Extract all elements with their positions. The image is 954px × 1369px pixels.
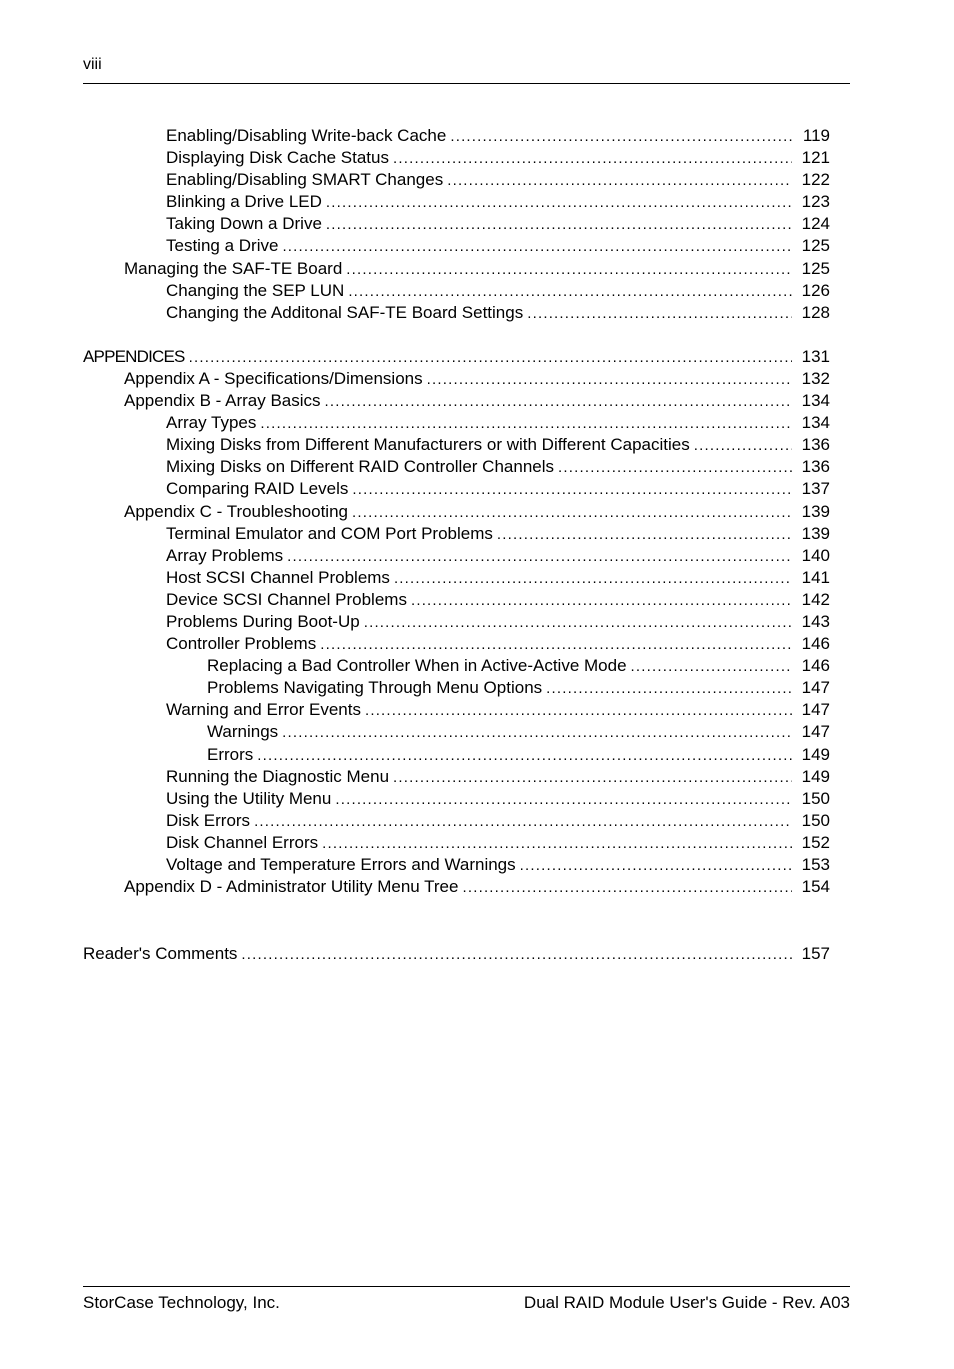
toc-dot-leader (393, 148, 792, 170)
toc-entry-page: 147 (801, 722, 830, 742)
toc-entry-page: 146 (801, 656, 830, 676)
toc-dot-leader (260, 413, 792, 435)
toc-dot-leader (322, 833, 792, 855)
toc-entry-page: 139 (801, 501, 830, 521)
toc-entry-page: 125 (801, 258, 830, 278)
toc-dot-leader (282, 722, 792, 744)
toc-dot-leader (411, 590, 792, 612)
toc-entry-title: Enabling/Disabling Write-back Cache (166, 126, 447, 145)
toc-entry[interactable] (83, 147, 830, 169)
header-rule (83, 83, 850, 84)
toc-entry[interactable] (83, 699, 830, 721)
toc-entry-title: Blinking a Drive LED (166, 192, 322, 212)
page-number: viii (83, 56, 102, 73)
toc-dot-leader (365, 700, 792, 722)
toc-entry-title: Disk Errors (166, 810, 251, 830)
toc-entry[interactable] (83, 456, 830, 478)
toc-dot-leader (352, 479, 792, 501)
toc-dot-leader (254, 811, 792, 833)
toc-entry-page: 150 (801, 788, 830, 808)
toc-dot-leader (241, 944, 792, 966)
toc-entry-page: 141 (801, 567, 830, 587)
toc-entry-page: 136 (801, 457, 830, 477)
toc-entry-title: Appendix C - Troubleshooting (124, 501, 348, 521)
footer-company: StorCase Technology, Inc. (83, 1293, 280, 1312)
toc-dot-leader (325, 391, 792, 413)
toc-dot-leader (631, 656, 792, 678)
toc-entry[interactable] (83, 832, 830, 854)
toc-entry[interactable] (83, 766, 830, 788)
toc-entry-page: 140 (801, 545, 830, 565)
toc-entry-title: Problems Navigating Through Menu Options (207, 678, 543, 698)
toc-entry-page: 126 (801, 280, 830, 300)
toc-entry-title: Changing the SEP LUN (166, 280, 345, 300)
toc-entry[interactable] (83, 810, 830, 832)
toc-entry[interactable] (83, 258, 830, 280)
toc-entry-title: Testing a Drive (166, 236, 279, 256)
footer-document-title: Dual RAID Module User's Guide - Rev. A03 (523, 1293, 850, 1312)
toc-dot-leader (287, 546, 792, 568)
toc-entry[interactable] (83, 677, 830, 699)
toc-entry-title: Host SCSI Channel Problems (166, 567, 390, 587)
toc-entry[interactable] (83, 854, 830, 876)
toc-dot-leader (346, 259, 792, 281)
toc-entry-title: Controller Problems (166, 634, 317, 654)
table-of-contents (83, 125, 830, 965)
toc-entry-page: 123 (801, 192, 830, 212)
toc-entry[interactable] (83, 169, 830, 191)
toc-dot-leader (520, 855, 792, 877)
toc-entry[interactable] (83, 721, 830, 743)
toc-entry-page: 147 (801, 700, 830, 720)
toc-entry-title: Device SCSI Channel Problems (166, 589, 407, 609)
toc-entry[interactable] (83, 744, 830, 766)
toc-entry-page: 154 (801, 877, 830, 897)
toc-entry-page: 131 (801, 346, 830, 366)
toc-dot-leader (352, 502, 792, 524)
toc-dot-leader (527, 303, 792, 325)
toc-entry-title: Voltage and Temperature Errors and Warnings (166, 855, 516, 874)
toc-entry[interactable] (83, 280, 830, 302)
toc-entry-page: 147 (801, 678, 830, 698)
toc-dot-leader (326, 214, 792, 236)
toc-entry[interactable] (83, 434, 830, 456)
toc-entry-page: 150 (801, 810, 830, 830)
toc-entry[interactable] (83, 478, 830, 500)
toc-entry[interactable] (83, 368, 830, 390)
toc-dot-leader (320, 634, 792, 656)
toc-entry[interactable] (83, 125, 830, 147)
toc-entry[interactable] (83, 655, 830, 677)
toc-entry-page: 153 (801, 855, 830, 874)
footer-rule (83, 1286, 850, 1287)
toc-entry[interactable] (83, 523, 830, 545)
toc-entry-page: 119 (802, 126, 830, 145)
toc-entry-page: 125 (801, 236, 830, 256)
toc-entry-title: Managing the SAF-TE Board (124, 258, 343, 278)
toc-entry-title: Warning and Error Events (166, 700, 361, 720)
toc-entry[interactable] (83, 213, 830, 235)
toc-entry-title: Warnings (207, 722, 279, 742)
toc-entry[interactable] (83, 191, 830, 213)
toc-entry-page: 149 (801, 744, 830, 764)
toc-entry-page: 146 (801, 634, 830, 654)
toc-entry-title: Appendix B - Array Basics (124, 391, 321, 411)
toc-entry-title: Replacing a Bad Controller When in Active-Active Mode (207, 656, 627, 676)
toc-entry-title: APPENDICES (83, 346, 185, 366)
toc-entry[interactable] (83, 876, 830, 898)
toc-entry-page: 124 (801, 214, 830, 234)
toc-entry-title: Problems During Boot-Up (166, 611, 360, 631)
toc-entry-page: 142 (801, 589, 830, 609)
toc-entry[interactable] (83, 390, 830, 412)
toc-dot-leader (558, 457, 792, 479)
toc-entry-page: 152 (801, 832, 830, 852)
toc-entry[interactable] (83, 788, 830, 810)
toc-entry-title: Enabling/Disabling SMART Changes (166, 170, 444, 190)
toc-entry[interactable] (83, 302, 830, 324)
toc-entry-title: Terminal Emulator and COM Port Problems (166, 523, 493, 543)
toc-entry[interactable] (83, 633, 830, 655)
toc-dot-leader (694, 435, 792, 457)
toc-dot-leader (348, 281, 792, 303)
toc-dot-leader (462, 877, 792, 899)
toc-dot-leader (257, 745, 792, 767)
toc-dot-leader (546, 678, 792, 700)
toc-entry[interactable] (83, 943, 830, 965)
toc-dot-leader (447, 170, 792, 192)
toc-entry-title: Comparing RAID Levels (166, 479, 349, 499)
toc-entry[interactable] (83, 412, 830, 434)
toc-entry-title: Mixing Disks from Different Manufacturers or with Different Capacities (166, 435, 690, 455)
toc-entry-title: Errors (207, 744, 254, 764)
toc-entry[interactable] (83, 567, 830, 589)
toc-entry-page: 134 (801, 413, 830, 433)
toc-dot-leader (335, 789, 792, 811)
toc-entry-title: Disk Channel Errors (166, 832, 319, 852)
toc-entry-page: 132 (801, 368, 830, 388)
toc-entry[interactable] (83, 589, 830, 611)
toc-entry-page: 157 (801, 943, 830, 963)
toc-entry-page: 136 (801, 435, 830, 455)
toc-entry-page: 149 (801, 766, 830, 786)
toc-entry[interactable] (83, 611, 830, 633)
toc-entry-title: Array Types (166, 413, 257, 433)
toc-entry-page: 128 (801, 302, 830, 322)
toc-entry-page: 134 (801, 391, 830, 411)
toc-entry-title: Displaying Disk Cache Status (166, 148, 389, 168)
toc-entry-title: Changing the Additonal SAF-TE Board Settings (166, 302, 524, 322)
toc-dot-leader (189, 347, 792, 369)
toc-entry-title: Using the Utility Menu (166, 788, 332, 808)
toc-entry-page: 143 (801, 611, 830, 631)
toc-entry-page: 122 (801, 170, 830, 190)
toc-dot-leader (497, 524, 792, 546)
toc-dot-leader (326, 192, 792, 214)
toc-entry-title: Array Problems (166, 545, 284, 565)
toc-entry-page: 121 (801, 148, 830, 168)
toc-dot-leader (394, 568, 792, 590)
toc-dot-leader (364, 612, 792, 634)
toc-entry-title: Appendix D - Administrator Utility Menu Tree (124, 877, 459, 897)
toc-entry-page: 137 (801, 479, 830, 499)
toc-entry[interactable] (83, 235, 830, 257)
toc-entry-title: Mixing Disks on Different RAID Controller Channels (166, 457, 555, 477)
toc-entry-title: Appendix A - Specifications/Dimensions (124, 368, 423, 388)
toc-entry[interactable] (83, 501, 830, 523)
toc-entry-title: Running the Diagnostic Menu (166, 766, 390, 786)
toc-dot-leader (393, 767, 792, 789)
toc-entry-page: 139 (801, 523, 830, 543)
toc-entry-title: Reader's Comments (83, 943, 238, 963)
toc-entry[interactable] (83, 346, 830, 368)
toc-dot-leader (282, 236, 792, 258)
toc-dot-leader (427, 369, 792, 391)
toc-dot-leader (450, 126, 792, 148)
toc-entry[interactable] (83, 545, 830, 567)
toc-entry-title: Taking Down a Drive (166, 214, 322, 234)
